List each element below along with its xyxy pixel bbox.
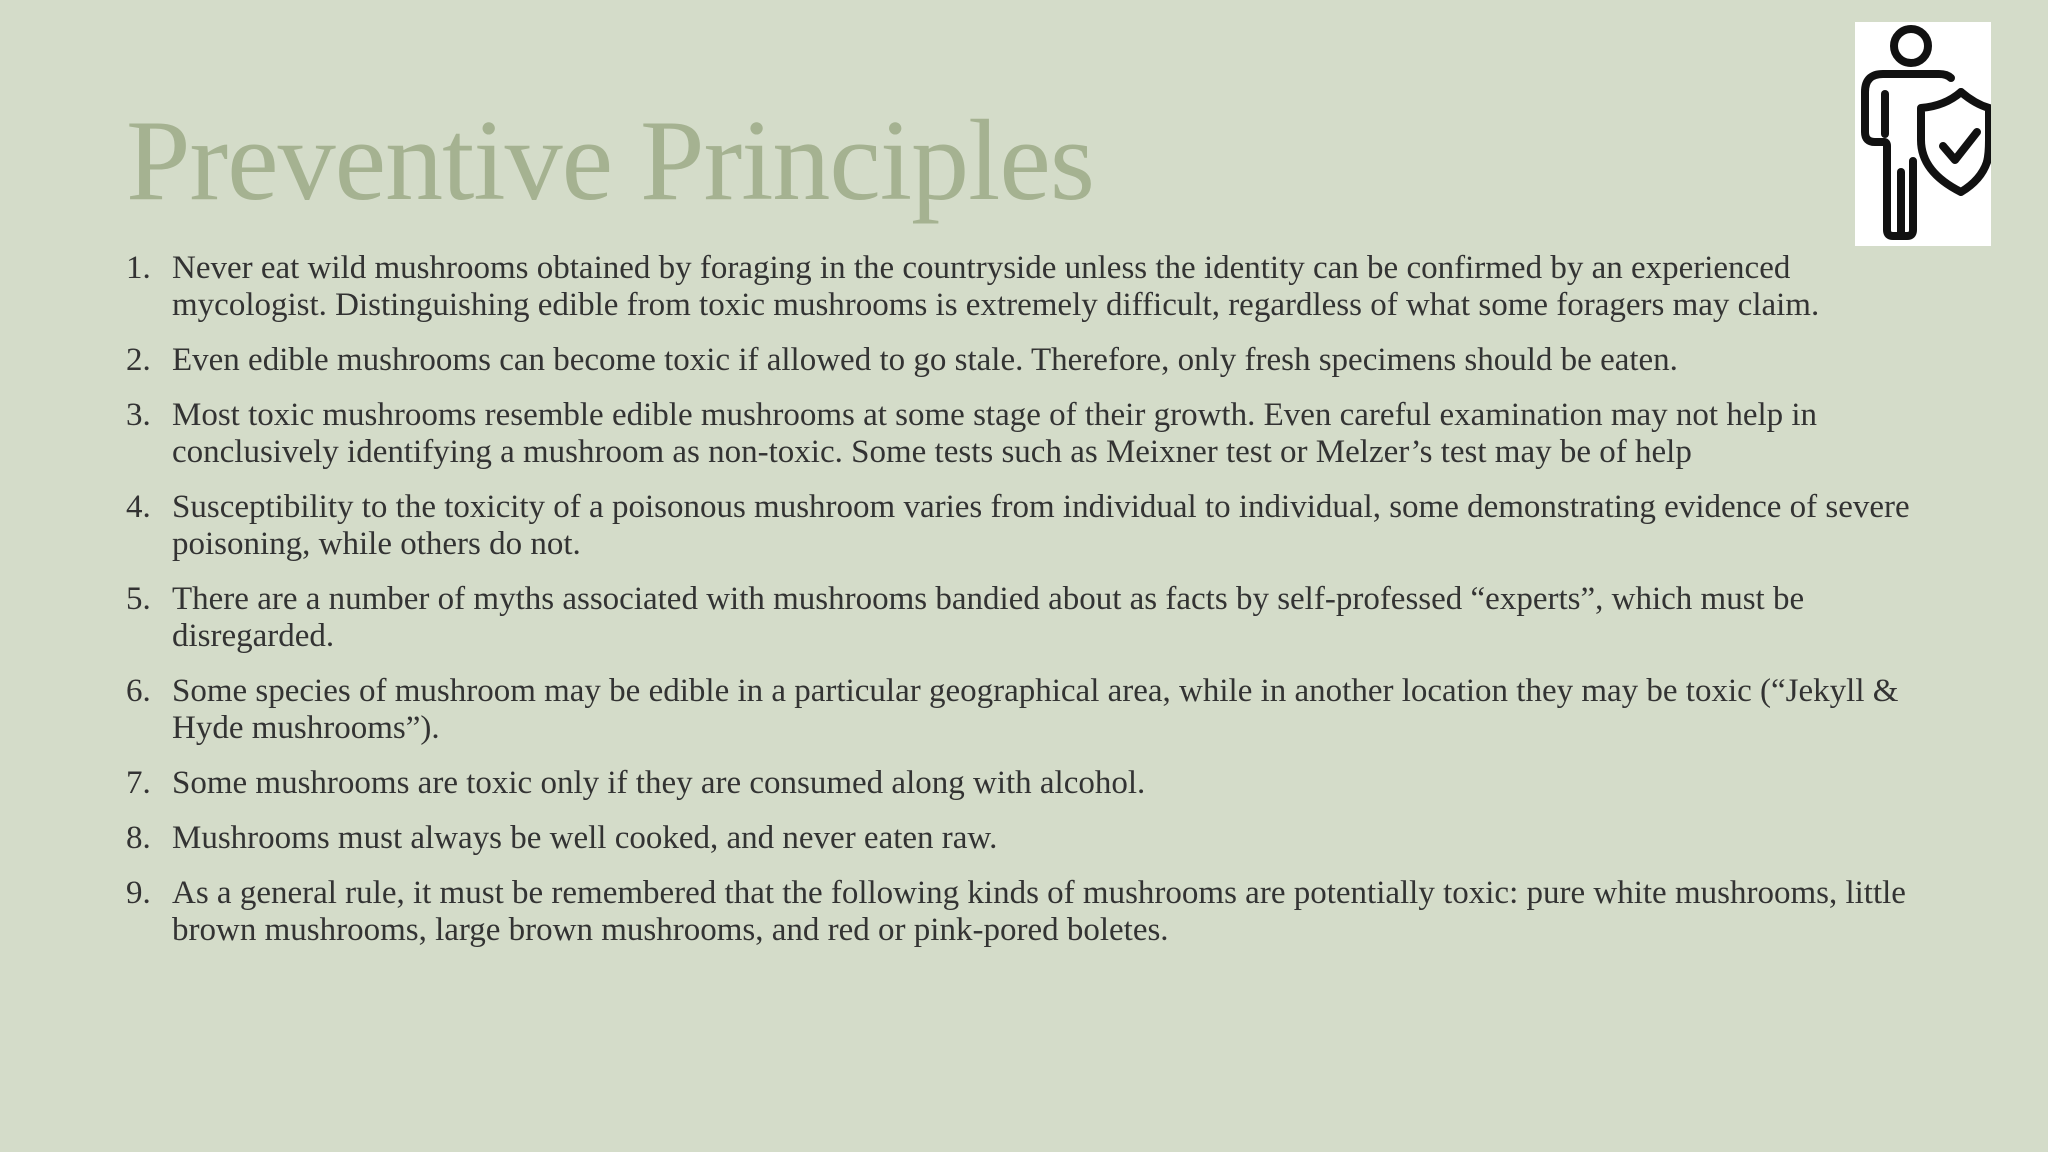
list-item <box>126 342 1926 379</box>
list-item <box>126 250 1926 324</box>
list-item-text: Susceptibility to the toxicity of a poisonous mushroom varies from individual to individual, some demonstrating evidence of severe poisoning, while others do not. <box>172 489 1910 562</box>
list-item-number: 5. <box>126 581 151 617</box>
list-item-text: Even edible mushrooms can become toxic if allowed to go stale. Therefore, only fresh specimens should be eaten. <box>172 342 1678 378</box>
list-item-number: 4. <box>126 489 151 525</box>
list-item <box>126 581 1926 655</box>
list-item-number: 3. <box>126 397 151 433</box>
list-item-text: Never eat wild mushrooms obtained by foraging in the countryside unless the identity can be confirmed by an experienced mycologist. Distinguishing edible from toxic mushrooms is extremely difficult, regardless of what some foragers may claim. <box>172 250 1820 323</box>
list-item <box>126 875 1926 949</box>
list-item-text: Mushrooms must always be well cooked, and never eaten raw. <box>172 820 998 856</box>
list-item <box>126 673 1926 747</box>
list-item <box>126 489 1926 563</box>
list-item-text: Some mushrooms are toxic only if they are consumed along with alcohol. <box>172 765 1146 801</box>
list-item <box>126 765 1926 802</box>
person-shield-check-icon-graphic <box>1855 22 1991 246</box>
list-item-text: As a general rule, it must be remembered that the following kinds of mushrooms are potentially toxic: pure white mushrooms, little brown mushrooms, large brown mushrooms, and red or pink-pored boletes. <box>172 875 1906 948</box>
list-item <box>126 820 1926 857</box>
principles-list <box>126 250 1926 967</box>
list-item-text: Most toxic mushrooms resemble edible mushrooms at some stage of their growth. Even careful examination may not help in conclusively identifying a mushroom as non-toxic. Some tests such as Meixner test or Melzer’s test may be of help <box>172 397 1818 470</box>
list-item-text: There are a number of myths associated with mushrooms bandied about as facts by self-professed “experts”, which must be disregarded. <box>172 581 1805 654</box>
list-item-text: Some species of mushroom may be edible in a particular geographical area, while in another location they may be toxic (“Jekyll & Hyde mushrooms”). <box>172 673 1899 746</box>
person-shield-check-icon <box>1855 22 1991 246</box>
list-item-number: 1. <box>126 250 151 286</box>
list-item-number: 6. <box>126 673 151 709</box>
list-item-number: 9. <box>126 875 151 911</box>
slide-title: Preventive Principles <box>126 97 1095 225</box>
list-item-number: 8. <box>126 820 151 856</box>
list-item <box>126 397 1926 471</box>
list-item-number: 2. <box>126 342 151 378</box>
list-item-number: 7. <box>126 765 151 801</box>
